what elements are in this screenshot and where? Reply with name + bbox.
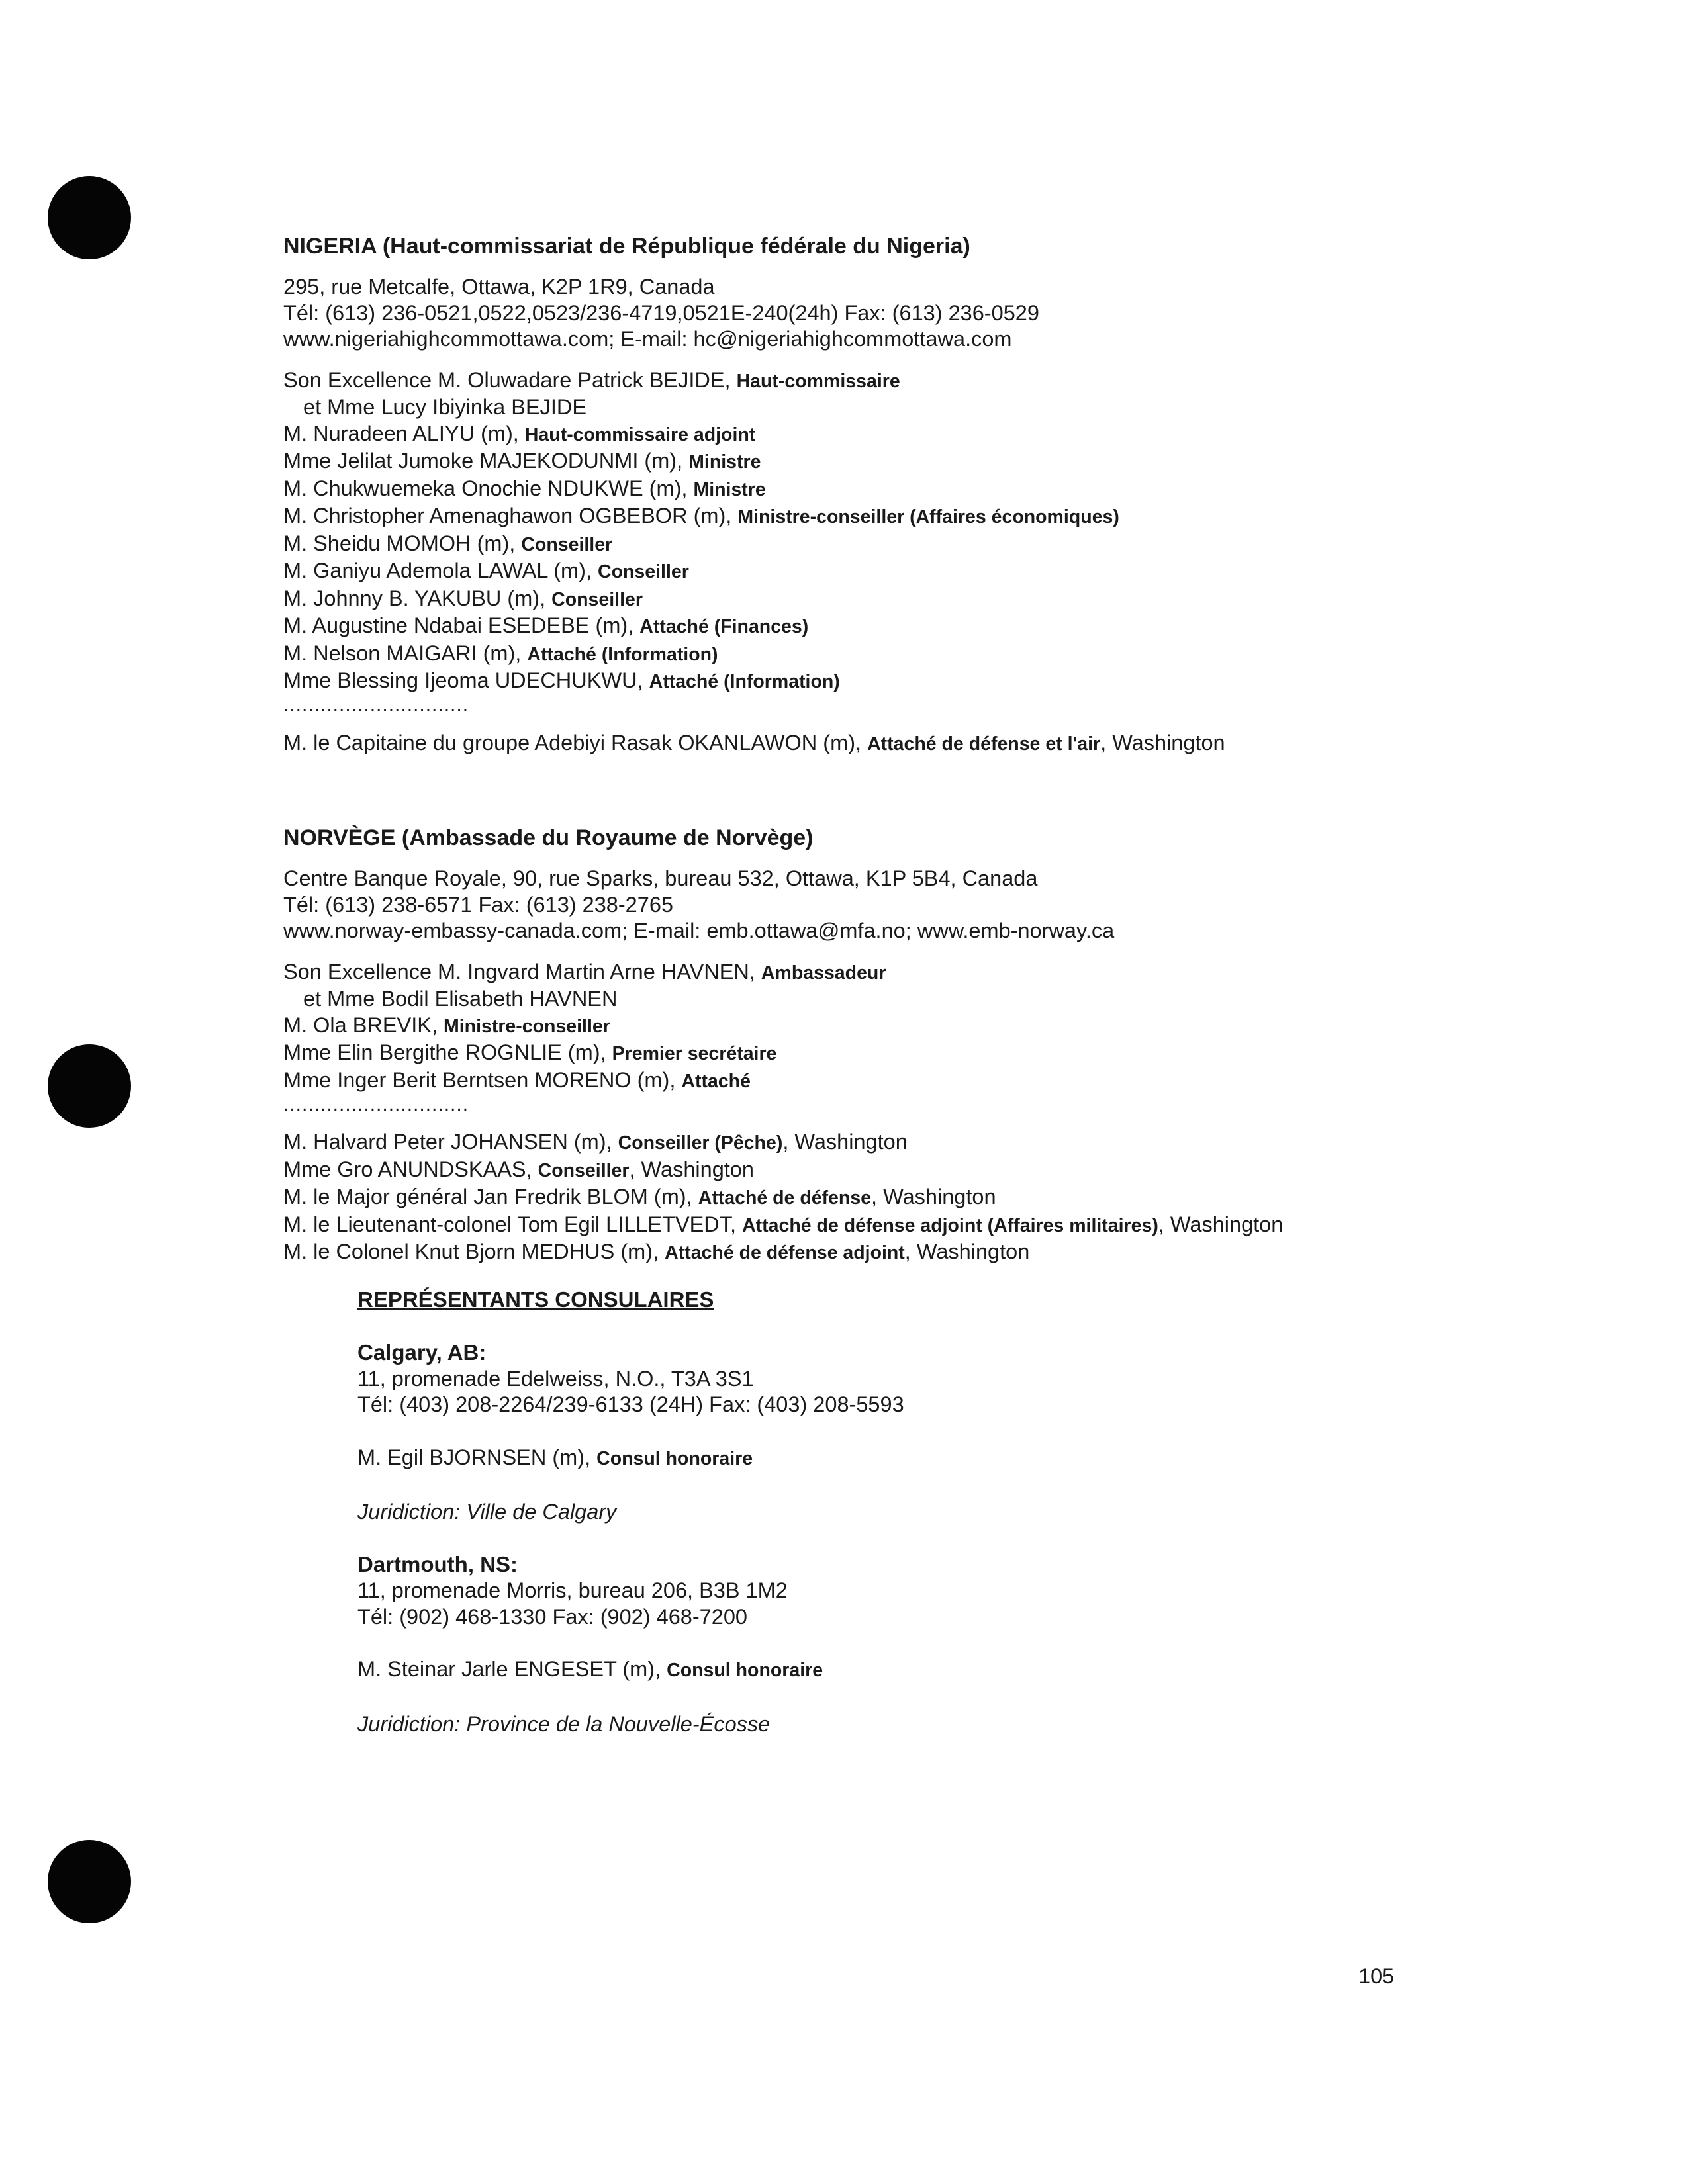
separator-dots: .............................. xyxy=(283,1093,469,1115)
consular-city: Dartmouth, NS: xyxy=(357,1552,518,1576)
nigeria-web: www.nigeriahighcommottawa.com; E-mail: hc@nigeriahighcommottawa.com xyxy=(283,327,1012,351)
staff-entry: M. Augustine Ndabai ESEDEBE (m), Attaché (Finances) xyxy=(283,614,809,637)
consular-jurisdiction: Juridiction: Ville de Calgary xyxy=(357,1500,617,1524)
staff-entry: Son Excellence M. Oluwadare Patrick BEJIDE, Haut-commissaire xyxy=(283,367,900,392)
consular-person: M. Steinar Jarle ENGESET (m), Consul honoraire xyxy=(357,1657,823,1681)
staff-entry: Mme Blessing Ijeoma UDECHUKWU, Attaché (Information) xyxy=(283,668,840,692)
norway-address: Centre Banque Royale, 90, rue Sparks, bureau 532, Ottawa, K1P 5B4, Canada xyxy=(283,866,1038,890)
consular-person: M. Egil BJORNSEN (m), Consul honoraire xyxy=(357,1445,753,1469)
separator-dots: .............................. xyxy=(283,694,469,716)
consular-phone: Tél: (902) 468-1330 Fax: (902) 468-7200 xyxy=(357,1604,747,1629)
consular-heading: REPRÉSENTANTS CONSULAIRES xyxy=(357,1287,714,1312)
staff-entry-washington: M. le Major général Jan Fredrik BLOM (m), Attaché de défense, Washington xyxy=(283,1185,996,1208)
staff-entry: Mme Inger Berit Berntsen MORENO (m), Attaché xyxy=(283,1068,751,1092)
binder-hole xyxy=(48,1044,131,1128)
binder-hole xyxy=(48,1840,131,1923)
nigeria-phone: Tél: (613) 236-0521,0522,0523/236-4719,0521E-240(24h) Fax: (613) 236-0529 xyxy=(283,300,1039,325)
consular-office xyxy=(357,1340,1581,1525)
staff-entry-washington: M. le Lieutenant-colonel Tom Egil LILLETVEDT, Attaché de défense adjoint (Affaires militaires), Washington xyxy=(283,1212,1284,1236)
consular-address: 11, promenade Morris, bureau 206, B3B 1M2 xyxy=(357,1578,788,1602)
consular-jurisdiction: Juridiction: Province de la Nouvelle-Écosse xyxy=(357,1711,771,1736)
consular-address: 11, promenade Edelweiss, N.O., T3A 3S1 xyxy=(357,1366,754,1390)
norway-web: www.norway-embassy-canada.com; E-mail: emb.ottawa@mfa.no; www.emb-norway.ca xyxy=(283,919,1115,942)
page-number: 105 xyxy=(1358,1964,1395,1988)
staff-entry: et Mme Lucy Ibiyinka BEJIDE xyxy=(303,395,587,419)
norway-section xyxy=(283,825,1581,1737)
staff-entry: Son Excellence M. Ingvard Martin Arne HAVNEN, Ambassadeur xyxy=(283,959,886,983)
consular-representatives xyxy=(283,1287,1581,1737)
consular-office xyxy=(357,1551,1581,1737)
staff-entry-washington: M. le Capitaine du groupe Adebiyi Rasak OKANLAWON (m), Attaché de défense et l'air, Washington xyxy=(283,730,1225,754)
staff-entry: M. Christopher Amenaghawon OGBEBOR (m), Ministre-conseiller (Affaires économiques) xyxy=(283,504,1119,527)
page-content xyxy=(283,233,1581,1737)
staff-entry: M. Sheidu MOMOH (m), Conseiller xyxy=(283,531,613,555)
staff-entry: M. Nuradeen ALIYU (m), Haut-commissaire adjoint xyxy=(283,421,756,445)
staff-entry-washington: M. le Colonel Knut Bjorn MEDHUS (m), Attaché de défense adjoint, Washington xyxy=(283,1240,1030,1263)
binder-hole xyxy=(48,176,131,259)
staff-entry: M. Ola BREVIK, Ministre-conseiller xyxy=(283,1013,610,1037)
staff-entry-washington: Mme Gro ANUNDSKAAS, Conseiller, Washington xyxy=(283,1157,754,1181)
norway-title: NORVÈGE (Ambassade du Royaume de Norvège) xyxy=(283,825,814,850)
staff-entry: Mme Elin Bergithe ROGNLIE (m), Premier secrétaire xyxy=(283,1040,777,1064)
norway-phone: Tél: (613) 238-6571 Fax: (613) 238-2765 xyxy=(283,892,673,917)
staff-entry: M. Chukwuemeka Onochie NDUKWE (m), Ministre xyxy=(283,476,766,500)
staff-entry: M. Johnny B. YAKUBU (m), Conseiller xyxy=(283,586,643,610)
consular-city: Calgary, AB: xyxy=(357,1340,487,1365)
nigeria-section xyxy=(283,233,1581,757)
staff-entry: M. Ganiyu Ademola LAWAL (m), Conseiller xyxy=(283,559,689,582)
staff-entry-washington: M. Halvard Peter JOHANSEN (m), Conseiller (Pêche), Washington xyxy=(283,1130,908,1154)
consular-phone: Tél: (403) 208-2264/239-6133 (24H) Fax: (403) 208-5593 xyxy=(357,1392,904,1416)
staff-entry: Mme Jelilat Jumoke MAJEKODUNMI (m), Ministre xyxy=(283,449,761,473)
staff-entry: et Mme Bodil Elisabeth HAVNEN xyxy=(303,987,618,1011)
nigeria-title: NIGERIA (Haut-commissariat de République fédérale du Nigeria) xyxy=(283,234,970,259)
staff-entry: M. Nelson MAIGARI (m), Attaché (Information) xyxy=(283,641,718,665)
nigeria-address: 295, rue Metcalfe, Ottawa, K2P 1R9, Canada xyxy=(283,275,715,298)
